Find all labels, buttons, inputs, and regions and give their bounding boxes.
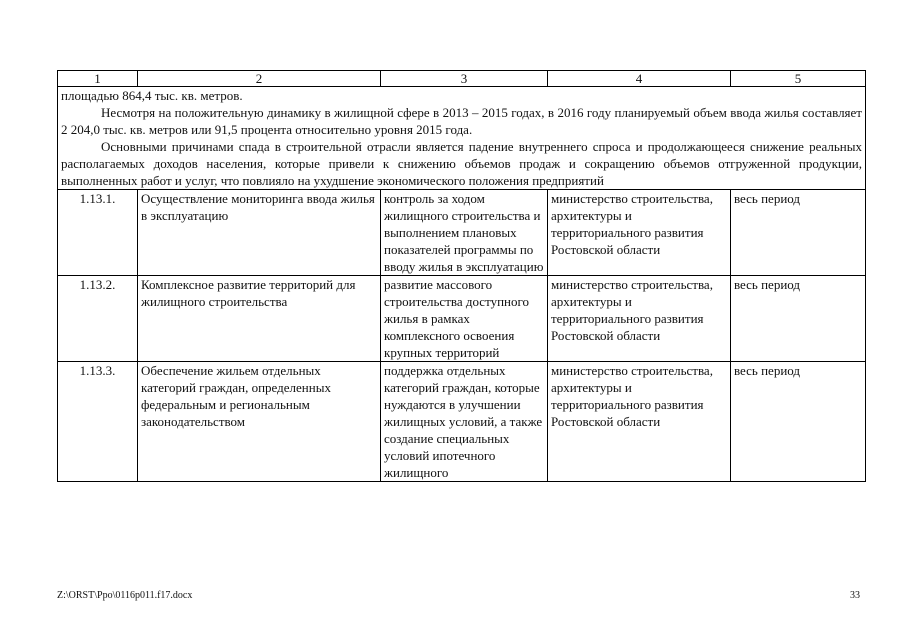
table-row (58, 190, 866, 276)
column-number: 2 (138, 71, 381, 87)
intro-row (58, 87, 866, 190)
measure-executor: министерство строительства, архитектуры и территориального развития Ростовской области (548, 362, 731, 482)
measure-name: Комплексное развитие территорий для жилищного строительства (138, 276, 381, 362)
measure-result: контроль за ходом жилищного строительства и выполнением плановых показателей программы по вводу жилья в эксплуатацию (381, 190, 548, 276)
measure-result: развитие массового строительства доступного жилья в рамках комплексного освоения крупных территорий (381, 276, 548, 362)
measure-executor: министерство строительства, архитектуры и территориального развития Ростовской области (548, 190, 731, 276)
measure-period: весь период (731, 190, 866, 276)
row-number: 1.13.2. (58, 276, 138, 362)
measure-name: Осуществление мониторинга ввода жилья в эксплуатацию (138, 190, 381, 276)
measure-period: весь период (731, 362, 866, 482)
table-row (58, 276, 866, 362)
column-number-row (58, 71, 866, 87)
intro-text-cell (58, 87, 866, 190)
file-path: Z:\ORST\Ppo\0116p011.f17.docx (57, 590, 193, 601)
intro-paragraph: Несмотря на положительную динамику в жилищной сфере в 2013 – 2015 годах, в 2016 году планируемый объем ввода жилья составляет 2 204,0 тыс. кв. метров или 91,5 процента относительно уровня 2015 года. (61, 105, 862, 137)
column-number: 4 (548, 71, 731, 87)
measure-executor: министерство строительства, архитектуры и территориального развития Ростовской области (548, 276, 731, 362)
measure-name: Обеспечение жильем отдельных категорий граждан, определенных федеральным и региональным законодательством (138, 362, 381, 482)
column-number: 3 (381, 71, 548, 87)
column-number: 5 (731, 71, 866, 87)
row-number: 1.13.3. (58, 362, 138, 482)
document-page (57, 70, 865, 482)
table-row (58, 362, 866, 482)
column-number: 1 (58, 71, 138, 87)
intro-line: площадью 864,4 тыс. кв. метров. (61, 88, 243, 103)
measure-period: весь период (731, 276, 866, 362)
row-number: 1.13.1. (58, 190, 138, 276)
intro-paragraph: Основными причинами спада в строительной отрасли является падение внутреннего спроса и продолжающееся снижение реальных располагаемых доходов населения, которые привели к снижению объемов продаж и сокращению объемов отгруженной продукции, выполненных работ и услуг, что повлияло на ухудшение экономического положения предприятий (61, 139, 862, 188)
page-number: 33 (850, 590, 860, 601)
measure-result: поддержка отдельных категорий граждан, которые нуждаются в улучшении жилищных условий, а также создание специальных условий ипотечного жилищного (381, 362, 548, 482)
measures-table (57, 70, 866, 482)
